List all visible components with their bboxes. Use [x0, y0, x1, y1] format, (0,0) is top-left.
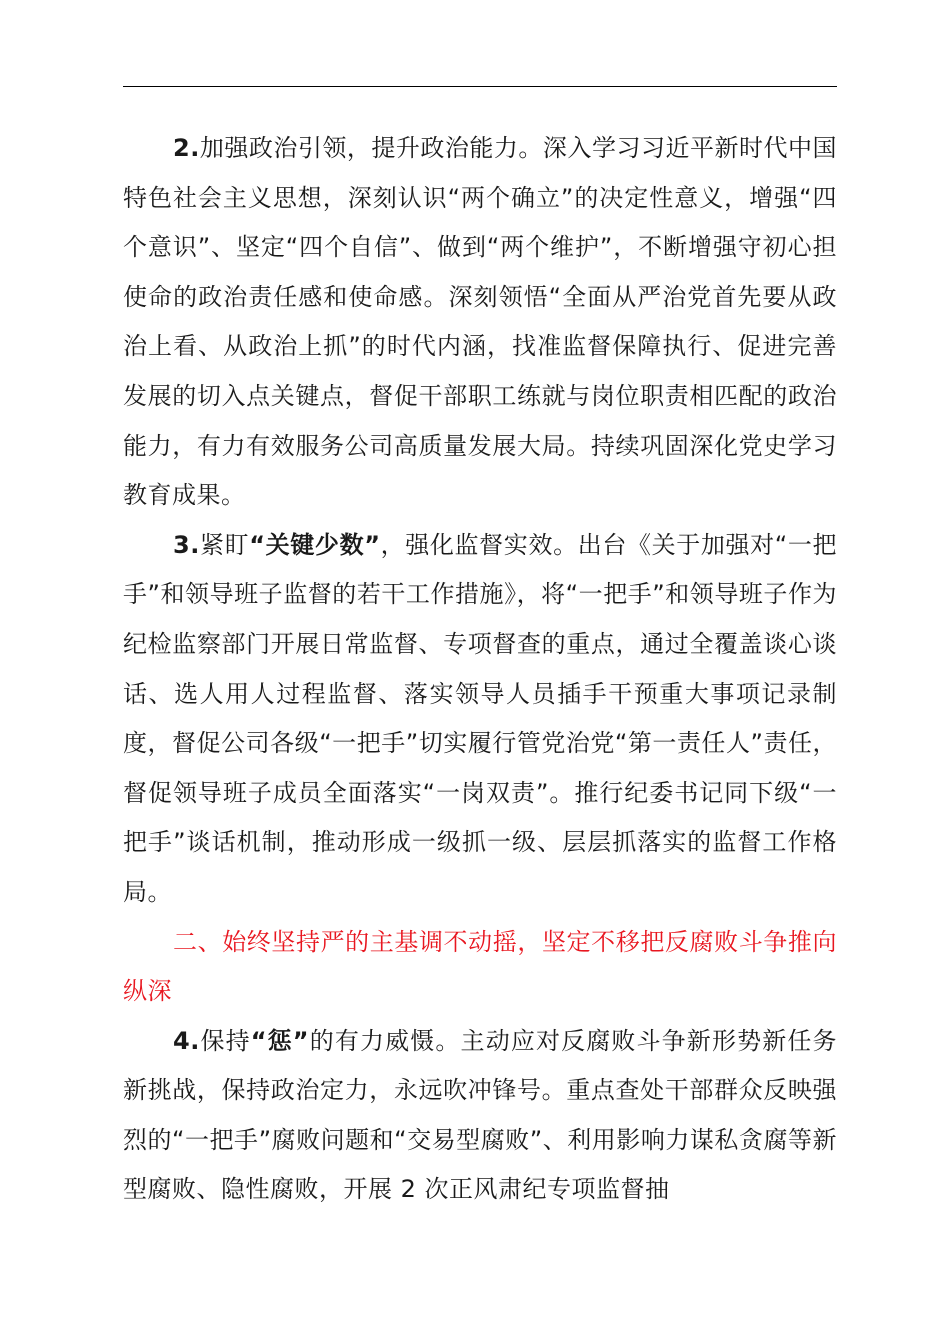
paragraph-text: 加强政治引领，提升政治能力。深入学习习近平新时代中国特色社会主义思想，深刻认识“两个确立”的决定性意义，增强“四个意识”、坚定“四个自信”、做到“两个维护”，不断增强守初心担使命的政治责任感和使命感。深刻领悟“全面从严治党首先要从政治上看、从政治上抓”的时代内涵，找准监督保障执行、促进完善发展的切入点关键点，督促干部职工练就与岗位职责相匹配的政治能力，有力有效服务公司高质量发展大局。持续巩固深化党史学习教育成果。 — [123, 134, 837, 510]
document-body — [123, 124, 837, 1215]
item-number: 4. — [173, 1026, 200, 1055]
paragraph-item-3 — [123, 521, 837, 918]
item-number: 2. — [173, 134, 200, 162]
emphasis-term: “惩” — [250, 1026, 310, 1055]
paragraph-text: 的有力威慑。主动应对反腐败斗争新形势新任务新挑战，保持政治定力，永远吹冲锋号。重点查处干部群众反映强烈的“一把手”腐败问题和“交易型腐败”、利用影响力谋私贪腐等新型腐败、隐性腐败，开展 2 次正风肃纪专项监督抽 — [123, 1026, 838, 1204]
header-rule — [123, 86, 837, 87]
paragraph-item-2 — [123, 124, 837, 521]
emphasis-term: “关键少数” — [249, 530, 381, 559]
paragraph-item-4 — [123, 1017, 837, 1215]
section-heading: 二、始终坚持严的主基调不动摇，坚定不移把反腐败斗争推向纵深 — [123, 927, 837, 1006]
paragraph-pre: 保持 — [199, 1026, 251, 1055]
item-number: 3. — [173, 530, 200, 559]
paragraph-pre: 紧盯 — [199, 530, 250, 559]
paragraph-text: ，强化监督实效。出台《关于加强对“一把手”和领导班子监督的若干工作措施》，将“一把手”和领导班子作为纪检监察部门开展日常监督、专项督查的重点，通过全覆盖谈心谈话、选人用人过程监督、落实领导人员插手干预重大事项记录制度，督促公司各级“一把手”切实履行管党治党“第一责任人”责任，督促领导班子成员全面落实“一岗双责”。推行纪委书记同下级“一把手”谈话机制，推动形成一级抓一级、层层抓落实的监督工作格局。 — [123, 530, 838, 906]
